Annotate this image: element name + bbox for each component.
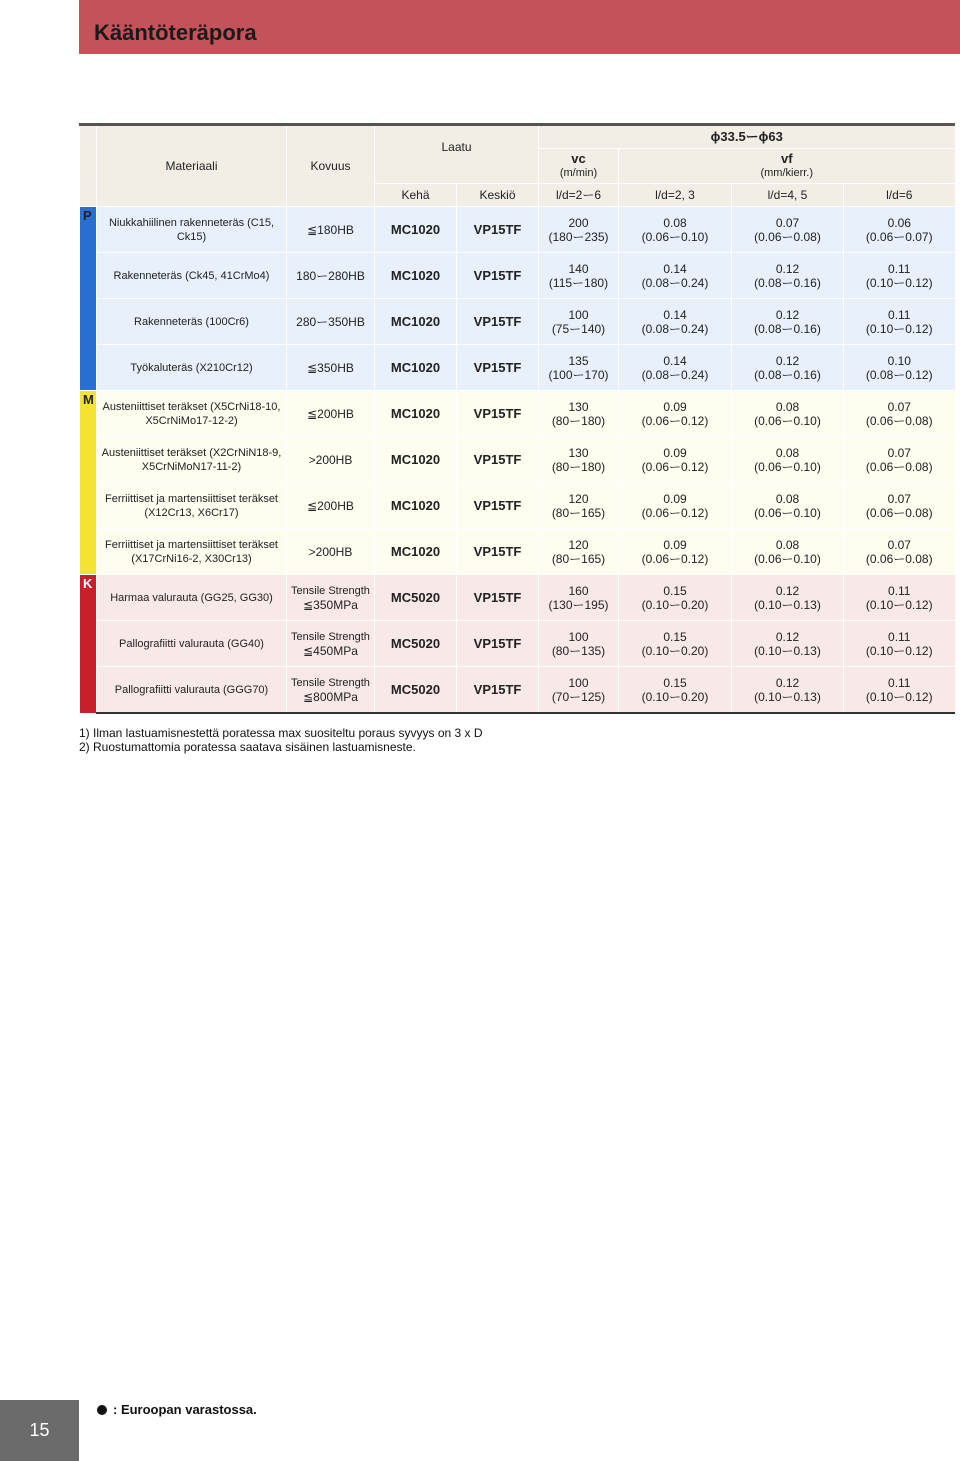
vf-ld-6-cell	[844, 345, 955, 391]
grade-outer: MC5020	[390, 681, 441, 697]
table-row	[80, 529, 955, 575]
vc-cell	[539, 253, 619, 299]
grade-outer: MC1020	[390, 221, 441, 237]
vc-range: (100ー170)	[548, 367, 609, 382]
vf-range: (0.10ー0.12)	[865, 275, 933, 290]
vc-range: (80ー180)	[551, 413, 606, 428]
material-group-k: K	[80, 575, 97, 714]
header-grade-center: Keskiö	[457, 184, 539, 207]
header-bar	[79, 0, 960, 54]
hardness-cell	[287, 483, 375, 529]
material-group-p: P	[80, 207, 97, 391]
material-cell	[97, 345, 287, 391]
page-title: Kääntöteräpora	[94, 20, 257, 45]
material-cell	[97, 483, 287, 529]
grade-center-cell	[457, 345, 539, 391]
grade-center-cell	[457, 529, 539, 575]
footnote-2: 2) Ruostumattomia poratessa saatava sisäinen lastuamisneste.	[79, 740, 416, 754]
grade-outer-cell	[375, 299, 457, 345]
vf-ld-2-3-cell	[619, 391, 732, 437]
vf-value: 0.14	[663, 307, 687, 322]
material-name: Ferriittiset ja martensiittiset teräkset (X12Cr13, X6Cr17)	[105, 492, 278, 519]
vc-value: 135	[568, 353, 589, 368]
hardness-value: ≦350MPa	[303, 597, 358, 612]
header-blank	[80, 125, 97, 207]
hardness-cell	[287, 529, 375, 575]
grade-outer-cell	[375, 391, 457, 437]
vc-value: 160	[568, 583, 589, 598]
header-grade: Laatu	[375, 125, 539, 184]
material-cell	[97, 253, 287, 299]
vf-range: (0.08ー0.12)	[865, 367, 933, 382]
hardness-value: 280ー350HB	[296, 314, 365, 329]
vf-ld-4-5-cell	[732, 391, 844, 437]
hardness-value: >200HB	[308, 544, 353, 559]
vf-value: 0.12	[775, 675, 800, 690]
vf-range: (0.10ー0.12)	[865, 597, 933, 612]
hardness-label: Tensile Strength	[291, 630, 370, 643]
vf-value: 0.14	[663, 261, 687, 276]
vf-ld-4-5-cell	[732, 253, 844, 299]
grade-center: VP15TF	[473, 497, 522, 513]
vf-value: 0.08	[775, 445, 800, 460]
grade-center: VP15TF	[473, 681, 522, 697]
vf-range: (0.06ー0.10)	[754, 551, 821, 566]
grade-center: VP15TF	[473, 589, 522, 605]
grade-outer: MC1020	[390, 267, 441, 283]
grade-outer-cell	[375, 621, 457, 667]
vf-ld-4-5-cell	[732, 575, 844, 621]
header-vc-ld: l/d=2ー6	[539, 184, 619, 207]
cutting-data-table	[79, 123, 955, 714]
material-cell	[97, 299, 287, 345]
vc-range: (80ー165)	[551, 505, 606, 520]
vf-range: (0.06ー0.12)	[641, 413, 709, 428]
vf-ld-4-5-cell	[732, 667, 844, 714]
vc-cell	[539, 483, 619, 529]
vf-value: 0.12	[775, 353, 800, 368]
vc-range: (80ー180)	[551, 459, 606, 474]
hardness-cell	[287, 207, 375, 253]
vf-value: 0.07	[887, 399, 911, 414]
vf-ld-4-5-cell	[732, 437, 844, 483]
hardness-label: Tensile Strength	[291, 676, 370, 689]
vf-range: (0.06ー0.07)	[865, 229, 933, 244]
header-vc-unit: (m/min)	[559, 167, 598, 179]
vf-range: (0.10ー0.12)	[865, 689, 933, 704]
header-vf-label: vf	[780, 151, 793, 166]
vc-value: 130	[568, 399, 589, 414]
vf-range: (0.06ー0.10)	[754, 459, 821, 474]
table-row	[80, 391, 955, 437]
vc-cell	[539, 529, 619, 575]
vf-value: 0.08	[775, 491, 800, 506]
table-row	[80, 253, 955, 299]
vc-value: 120	[568, 491, 589, 506]
vf-range: (0.10ー0.20)	[641, 597, 709, 612]
vf-value: 0.12	[775, 261, 800, 276]
vf-ld-2-3-cell	[619, 299, 732, 345]
vf-range: (0.06ー0.08)	[865, 459, 933, 474]
header-ld-6: l/d=6	[844, 184, 955, 207]
vf-ld-2-3-cell	[619, 483, 732, 529]
material-cell	[97, 207, 287, 253]
header-vf	[619, 149, 955, 184]
vf-range: (0.10ー0.12)	[865, 321, 933, 336]
vc-value: 140	[568, 261, 589, 276]
vc-range: (80ー135)	[551, 643, 606, 658]
vc-range: (115ー180)	[548, 275, 609, 290]
hardness-cell	[287, 253, 375, 299]
table-row	[80, 667, 955, 714]
vf-value: 0.12	[775, 307, 800, 322]
vf-ld-2-3-cell	[619, 437, 732, 483]
grade-center-cell	[457, 437, 539, 483]
vf-ld-6-cell	[844, 575, 955, 621]
hardness-value: ≦800MPa	[303, 689, 358, 704]
hardness-cell	[287, 299, 375, 345]
vf-range: (0.10ー0.13)	[754, 643, 821, 658]
vc-cell	[539, 207, 619, 253]
grade-center-cell	[457, 207, 539, 253]
hardness-value: >200HB	[308, 452, 353, 467]
hardness-cell	[287, 391, 375, 437]
vf-value: 0.07	[887, 445, 911, 460]
material-cell	[97, 391, 287, 437]
header-ld-2-3: l/d=2, 3	[619, 184, 732, 207]
grade-outer: MC5020	[390, 589, 441, 605]
vf-ld-4-5-cell	[732, 345, 844, 391]
table-row	[80, 207, 955, 253]
hardness-cell	[287, 667, 375, 714]
vf-range: (0.10ー0.12)	[865, 643, 933, 658]
filled-circle-icon	[97, 1405, 107, 1415]
grade-outer: MC5020	[390, 635, 441, 651]
vf-range: (0.06ー0.10)	[641, 229, 709, 244]
vf-value: 0.07	[887, 491, 911, 506]
table-row	[80, 621, 955, 667]
page-number: 15	[0, 1400, 79, 1461]
grade-outer-cell	[375, 345, 457, 391]
table-row	[80, 437, 955, 483]
vc-value: 120	[568, 537, 589, 552]
vc-range: (180ー235)	[548, 229, 609, 244]
header-vc-label: vc	[571, 151, 586, 166]
vf-range: (0.08ー0.16)	[754, 367, 821, 382]
grade-outer-cell	[375, 437, 457, 483]
vc-value: 100	[568, 675, 589, 690]
vf-ld-2-3-cell	[619, 575, 732, 621]
vf-range: (0.06ー0.10)	[754, 505, 821, 520]
grade-center: VP15TF	[473, 221, 522, 237]
vf-ld-2-3-cell	[619, 667, 732, 714]
grade-outer-cell	[375, 207, 457, 253]
material-name: Rakenneteräs (Ck45, 41CrMo4)	[113, 269, 270, 282]
grade-outer-cell	[375, 667, 457, 714]
grade-outer: MC1020	[390, 543, 441, 559]
vc-value: 100	[568, 629, 589, 644]
header-ld-4-5: l/d=4, 5	[732, 184, 844, 207]
grade-center: VP15TF	[473, 267, 522, 283]
vc-value: 200	[568, 215, 589, 230]
vf-ld-2-3-cell	[619, 529, 732, 575]
grade-center-cell	[457, 575, 539, 621]
vf-range: (0.10ー0.13)	[754, 689, 821, 704]
vf-ld-6-cell	[844, 483, 955, 529]
vf-ld-6-cell	[844, 667, 955, 714]
grade-outer-cell	[375, 529, 457, 575]
material-name: Ferriittiset ja martensiittiset teräkset (X17CrNi16-2, X30Cr13)	[105, 538, 278, 565]
material-name: Työkaluteräs (X210Cr12)	[130, 361, 253, 374]
vf-value: 0.07	[775, 215, 800, 230]
hardness-value: ≦200HB	[307, 498, 354, 513]
vf-ld-4-5-cell	[732, 529, 844, 575]
vc-cell	[539, 345, 619, 391]
grade-center-cell	[457, 299, 539, 345]
grade-outer: MC1020	[390, 405, 441, 421]
grade-center: VP15TF	[473, 359, 522, 375]
header-vf-unit: (mm/kierr.)	[760, 167, 814, 179]
vf-value: 0.09	[663, 491, 687, 506]
vf-value: 0.08	[663, 215, 687, 230]
grade-center: VP15TF	[473, 451, 522, 467]
vf-ld-6-cell	[844, 207, 955, 253]
vc-cell	[539, 437, 619, 483]
grade-center: VP15TF	[473, 405, 522, 421]
vf-value: 0.07	[887, 537, 911, 552]
vf-range: (0.10ー0.20)	[641, 689, 709, 704]
table-row	[80, 345, 955, 391]
vf-ld-2-3-cell	[619, 253, 732, 299]
material-name: Harmaa valurauta (GG25, GG30)	[110, 591, 273, 604]
grade-outer: MC1020	[390, 451, 441, 467]
material-cell	[97, 437, 287, 483]
material-cell	[97, 667, 287, 714]
footnotes	[79, 726, 483, 754]
vf-range: (0.06ー0.10)	[754, 413, 821, 428]
grade-center-cell	[457, 667, 539, 714]
grade-center: VP15TF	[473, 313, 522, 329]
vf-ld-6-cell	[844, 529, 955, 575]
vf-range: (0.08ー0.24)	[641, 321, 709, 336]
vf-value: 0.12	[775, 629, 800, 644]
vc-range: (130ー195)	[548, 597, 609, 612]
header-grade-outer: Kehä	[375, 184, 457, 207]
vc-range: (80ー165)	[551, 551, 606, 566]
grade-outer: MC1020	[390, 497, 441, 513]
hardness-value: ≦180HB	[307, 222, 354, 237]
material-cell	[97, 575, 287, 621]
hardness-cell	[287, 575, 375, 621]
vf-ld-4-5-cell	[732, 483, 844, 529]
header-diameter-range: ϕ33.5ーϕ63	[539, 125, 955, 149]
vf-range: (0.08ー0.16)	[754, 321, 821, 336]
vf-ld-6-cell	[844, 253, 955, 299]
material-name: Austeniittiset teräkset (X2CrNiN18-9, X5CrNiMoN17-11-2)	[101, 446, 282, 473]
cutting-data-table-wrap	[79, 123, 954, 714]
vf-value: 0.11	[888, 261, 911, 276]
vc-value: 130	[568, 445, 589, 460]
vf-value: 0.15	[663, 629, 687, 644]
grade-center-cell	[457, 391, 539, 437]
material-name: Pallografiitti valurauta (GGG70)	[114, 683, 269, 696]
hardness-value: ≦200HB	[307, 406, 354, 421]
grade-outer: MC1020	[390, 313, 441, 329]
vf-ld-4-5-cell	[732, 621, 844, 667]
vf-value: 0.14	[663, 353, 687, 368]
table-row	[80, 483, 955, 529]
vf-value: 0.11	[888, 583, 911, 598]
vf-value: 0.10	[887, 353, 911, 368]
vf-value: 0.09	[663, 537, 687, 552]
vf-range: (0.10ー0.13)	[754, 597, 821, 612]
vf-range: (0.06ー0.08)	[865, 505, 933, 520]
material-group-m: M	[80, 391, 97, 575]
vf-ld-6-cell	[844, 299, 955, 345]
vf-range: (0.06ー0.08)	[754, 229, 821, 244]
vf-ld-2-3-cell	[619, 345, 732, 391]
vc-range: (70ー125)	[551, 689, 606, 704]
vf-ld-6-cell	[844, 621, 955, 667]
vf-value: 0.11	[888, 629, 911, 644]
vf-value: 0.09	[663, 445, 687, 460]
vf-value: 0.11	[888, 307, 911, 322]
vc-cell	[539, 621, 619, 667]
hardness-cell	[287, 345, 375, 391]
vf-range: (0.06ー0.08)	[865, 551, 933, 566]
vf-ld-4-5-cell	[732, 207, 844, 253]
hardness-value: ≦450MPa	[303, 643, 358, 658]
material-name: Rakenneteräs (100Cr6)	[134, 315, 249, 328]
vf-range: (0.08ー0.16)	[754, 275, 821, 290]
vf-range: (0.08ー0.24)	[641, 275, 709, 290]
material-name: Austeniittiset teräkset (X5CrNi18-10, X5CrNiMo17-12-2)	[102, 400, 281, 427]
material-cell	[97, 529, 287, 575]
vf-ld-2-3-cell	[619, 621, 732, 667]
vc-cell	[539, 391, 619, 437]
footnote-1: 1) Ilman lastuamisnestettä poratessa max suositeltu poraus syvyys on 3 x D	[79, 726, 483, 740]
grade-outer: MC1020	[390, 359, 441, 375]
vf-range: (0.06ー0.12)	[641, 551, 709, 566]
vf-value: 0.08	[775, 537, 800, 552]
material-name: Pallografiitti valurauta (GG40)	[119, 637, 264, 650]
hardness-cell	[287, 621, 375, 667]
vf-ld-4-5-cell	[732, 299, 844, 345]
grade-center-cell	[457, 253, 539, 299]
grade-outer-cell	[375, 483, 457, 529]
grade-center-cell	[457, 483, 539, 529]
vf-value: 0.09	[663, 399, 687, 414]
hardness-cell	[287, 437, 375, 483]
vf-ld-6-cell	[844, 391, 955, 437]
vf-value: 0.08	[775, 399, 800, 414]
material-cell	[97, 621, 287, 667]
vf-value: 0.15	[663, 675, 687, 690]
vf-ld-6-cell	[844, 437, 955, 483]
vf-range: (0.06ー0.08)	[865, 413, 933, 428]
vf-ld-2-3-cell	[619, 207, 732, 253]
hardness-value: ≦350HB	[307, 360, 354, 375]
vc-cell	[539, 667, 619, 714]
table-row	[80, 575, 955, 621]
vf-range: (0.06ー0.12)	[641, 505, 709, 520]
vc-cell	[539, 299, 619, 345]
stock-legend	[97, 1402, 257, 1417]
vc-value: 100	[568, 307, 589, 322]
grade-center-cell	[457, 621, 539, 667]
vf-value: 0.06	[887, 215, 911, 230]
hardness-label: Tensile Strength	[291, 584, 370, 597]
grade-outer-cell	[375, 253, 457, 299]
grade-center: VP15TF	[473, 635, 522, 651]
vf-range: (0.06ー0.12)	[641, 459, 709, 474]
stock-legend-text: : Euroopan varastossa.	[113, 1402, 257, 1417]
vc-cell	[539, 575, 619, 621]
vf-range: (0.10ー0.20)	[641, 643, 709, 658]
table-row	[80, 299, 955, 345]
material-name: Niukkahiilinen rakenneteräs (C15, Ck15)	[108, 216, 275, 243]
grade-center: VP15TF	[473, 543, 522, 559]
vf-value: 0.12	[775, 583, 800, 598]
vf-range: (0.08ー0.24)	[641, 367, 709, 382]
header-hardness: Kovuus	[287, 125, 375, 207]
header-material: Materiaali	[97, 125, 287, 207]
header-vc	[539, 149, 619, 184]
vf-value: 0.15	[663, 583, 687, 598]
vf-value: 0.11	[888, 675, 911, 690]
grade-outer-cell	[375, 575, 457, 621]
hardness-value: 180ー280HB	[296, 268, 365, 283]
vc-range: (75ー140)	[551, 321, 606, 336]
